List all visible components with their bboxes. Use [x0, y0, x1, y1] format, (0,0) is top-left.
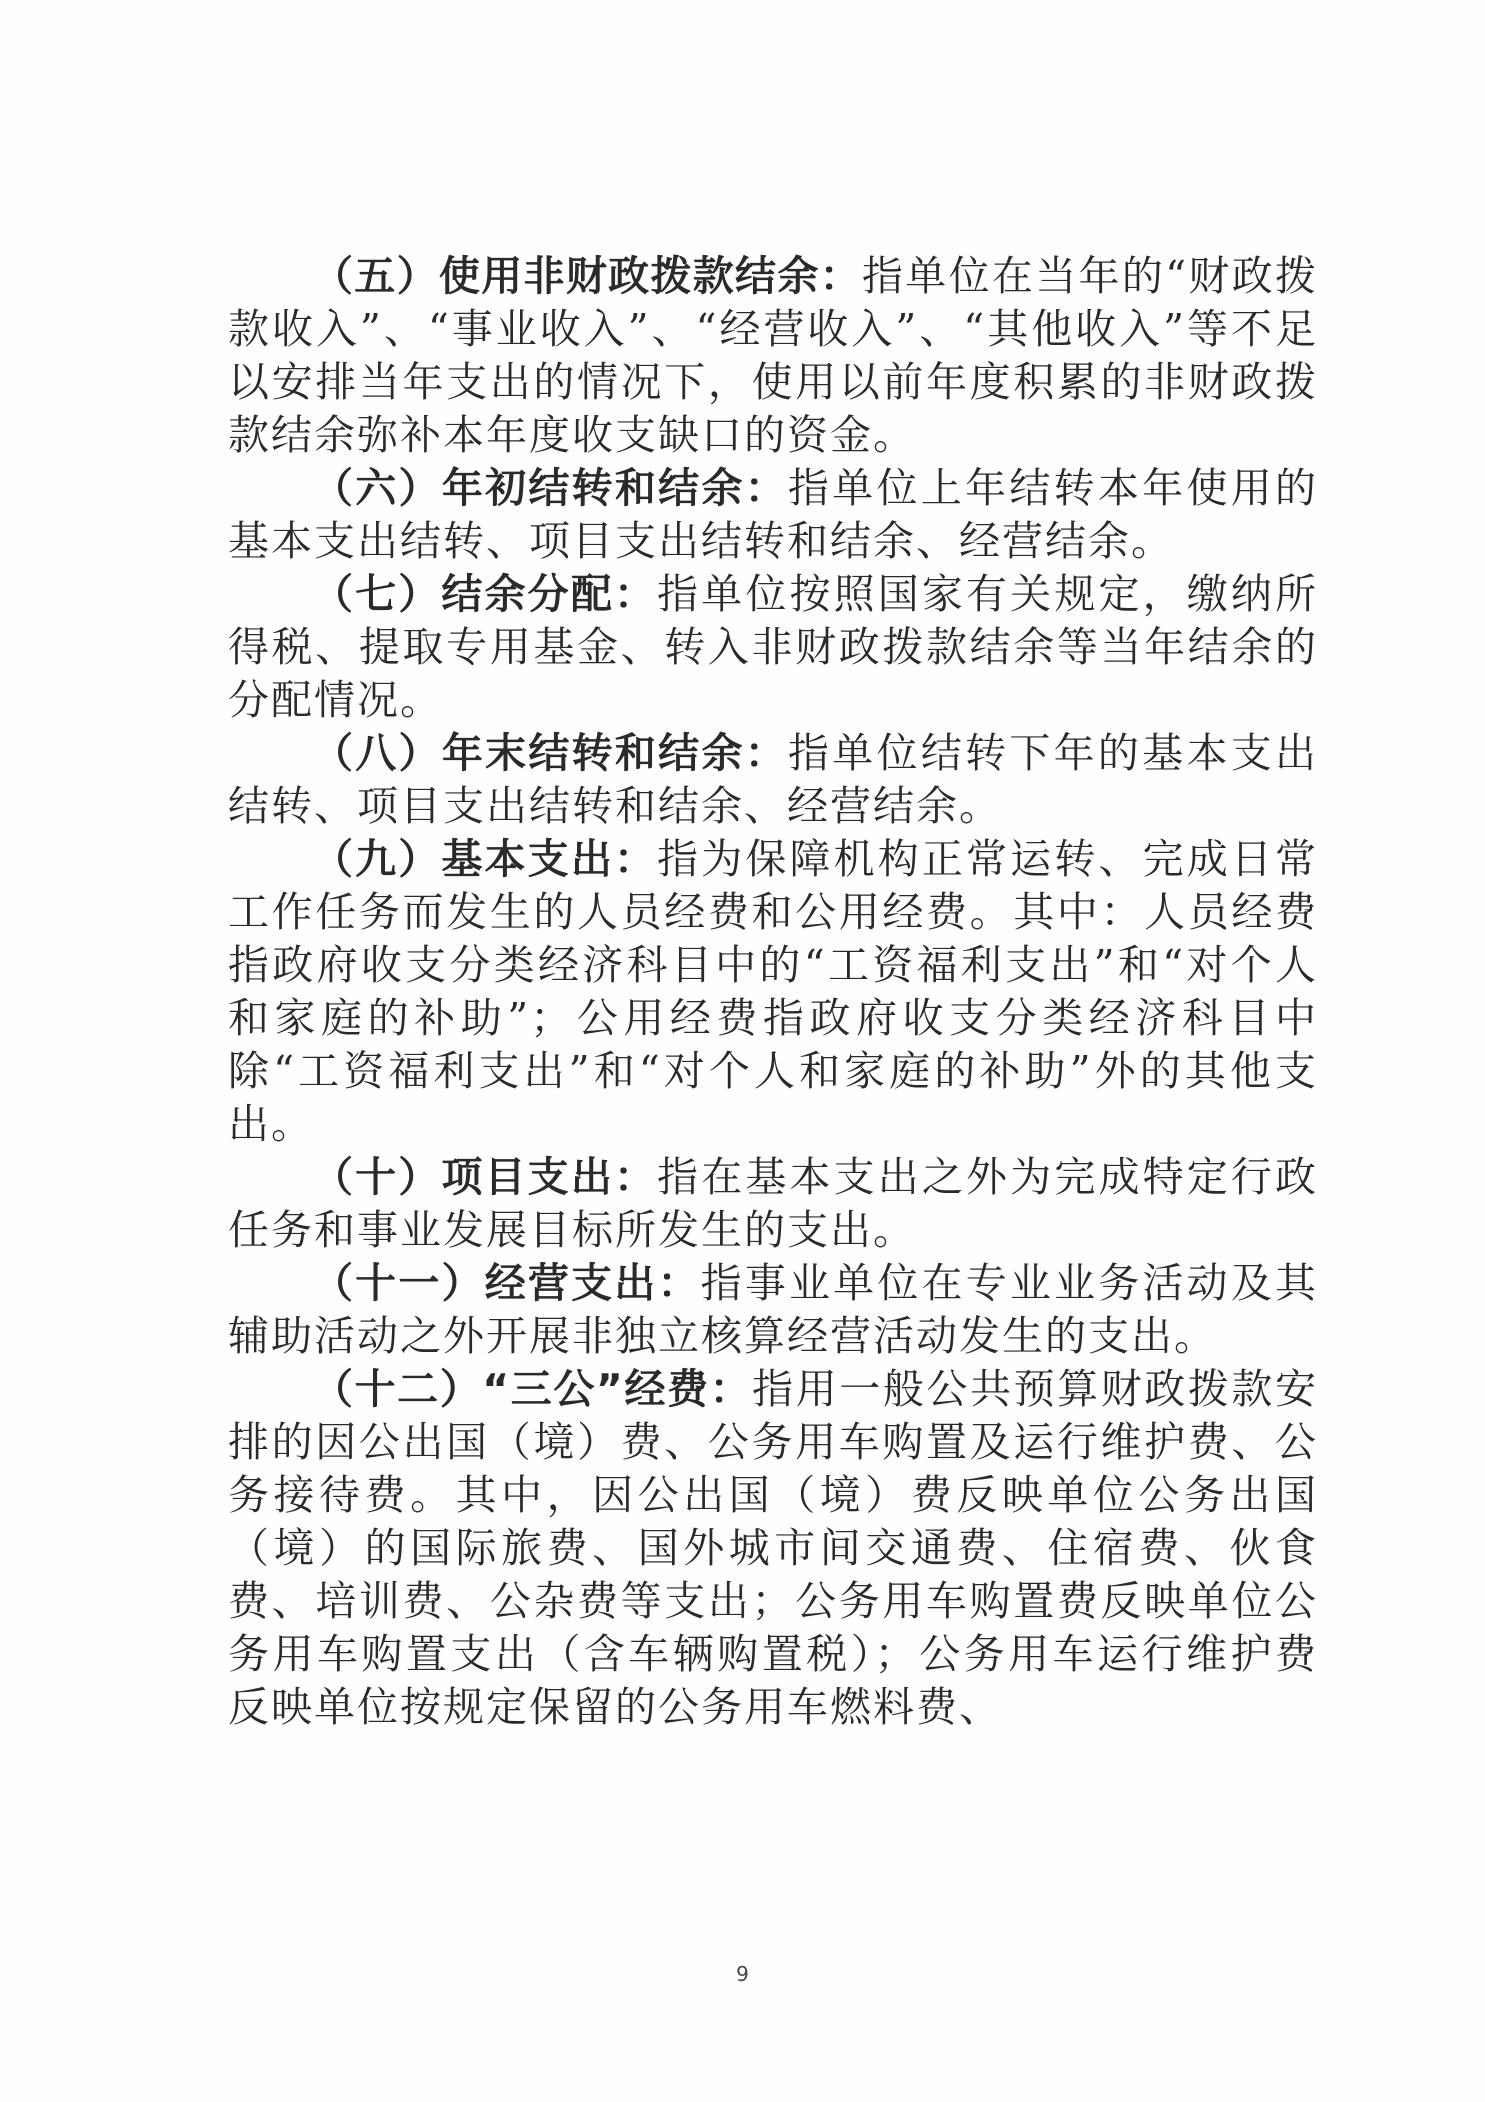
paragraph-item-10 [228, 1151, 1318, 1257]
paragraph-body: 指单位按照国家有关规定，缴纳所得税、提取专用基金、转入非财政拨款结余等当年结余的分配情况。 [228, 570, 1319, 724]
paragraph-item-8 [228, 727, 1318, 833]
paragraph-term: （九）基本支出： [312, 835, 658, 883]
paragraph-body: 指为保障机构正常运转、完成日常工作任务而发生的人员经费和公用经费。其中：人员经费指政府收支分类经济科目中的“工资福利支出”和“对个人和家庭的补助”；公用经费指政府收支分类经济科目中除“工资福利支出”和“对个人和家庭的补助”外的其他支出。 [228, 835, 1319, 1148]
paragraph-term: （八）年末结转和结余： [312, 729, 788, 777]
paragraph-term: （十二）“三公”经费： [312, 1365, 753, 1413]
paragraph-term: （十一）经营支出： [312, 1259, 701, 1307]
paragraph-term: （十）项目支出： [312, 1153, 658, 1201]
paragraph-item-12 [228, 1363, 1318, 1734]
paragraph-item-11 [228, 1257, 1318, 1363]
paragraph-body: 指用一般公共预算财政拨款安排的因公出国（境）费、公务用车购置及运行维护费、公务接待费。其中，因公出国（境）费反映单位公务出国（境）的国际旅费、国外城市间交通费、住宿费、伙食费、培训费、公杂费等支出；公务用车购置费反映单位公务用车购置支出（含车辆购置税）；公务用车运行维护费反映单位按规定保留的公务用车燃料费、 [228, 1365, 1318, 1731]
document-body [228, 250, 1318, 1734]
paragraph-term: （五）使用非财政拨款结余： [312, 252, 862, 300]
paragraph-item-7 [228, 568, 1318, 727]
page-number: 9 [736, 1962, 749, 1986]
paragraph-item-9 [228, 833, 1318, 1151]
paragraph-body: 指在基本支出之外为完成特定行政任务和事业发展目标所发生的支出。 [228, 1153, 1319, 1254]
paragraph-body: 指事业单位在专业业务活动及其辅助活动之外开展非独立核算经营活动发生的支出。 [228, 1259, 1319, 1360]
paragraph-term: （七）结余分配： [312, 570, 658, 618]
paragraph-item-5 [228, 250, 1318, 462]
paragraph-body: 指单位上年结转本年使用的基本支出结转、项目支出结转和结余、经营结余。 [228, 464, 1318, 565]
paragraph-term: （六）年初结转和结余： [312, 464, 788, 512]
paragraph-body: 指单位在当年的“财政拨款收入”、“事业收入”、“经营收入”、“其他收入”等不足以安排当年支出的情况下，使用以前年度积累的非财政拨款结余弥补本年度收支缺口的资金。 [228, 252, 1319, 459]
paragraph-item-6 [228, 462, 1318, 568]
paragraph-body: 指单位结转下年的基本支出结转、项目支出结转和结余、经营结余。 [228, 729, 1318, 830]
